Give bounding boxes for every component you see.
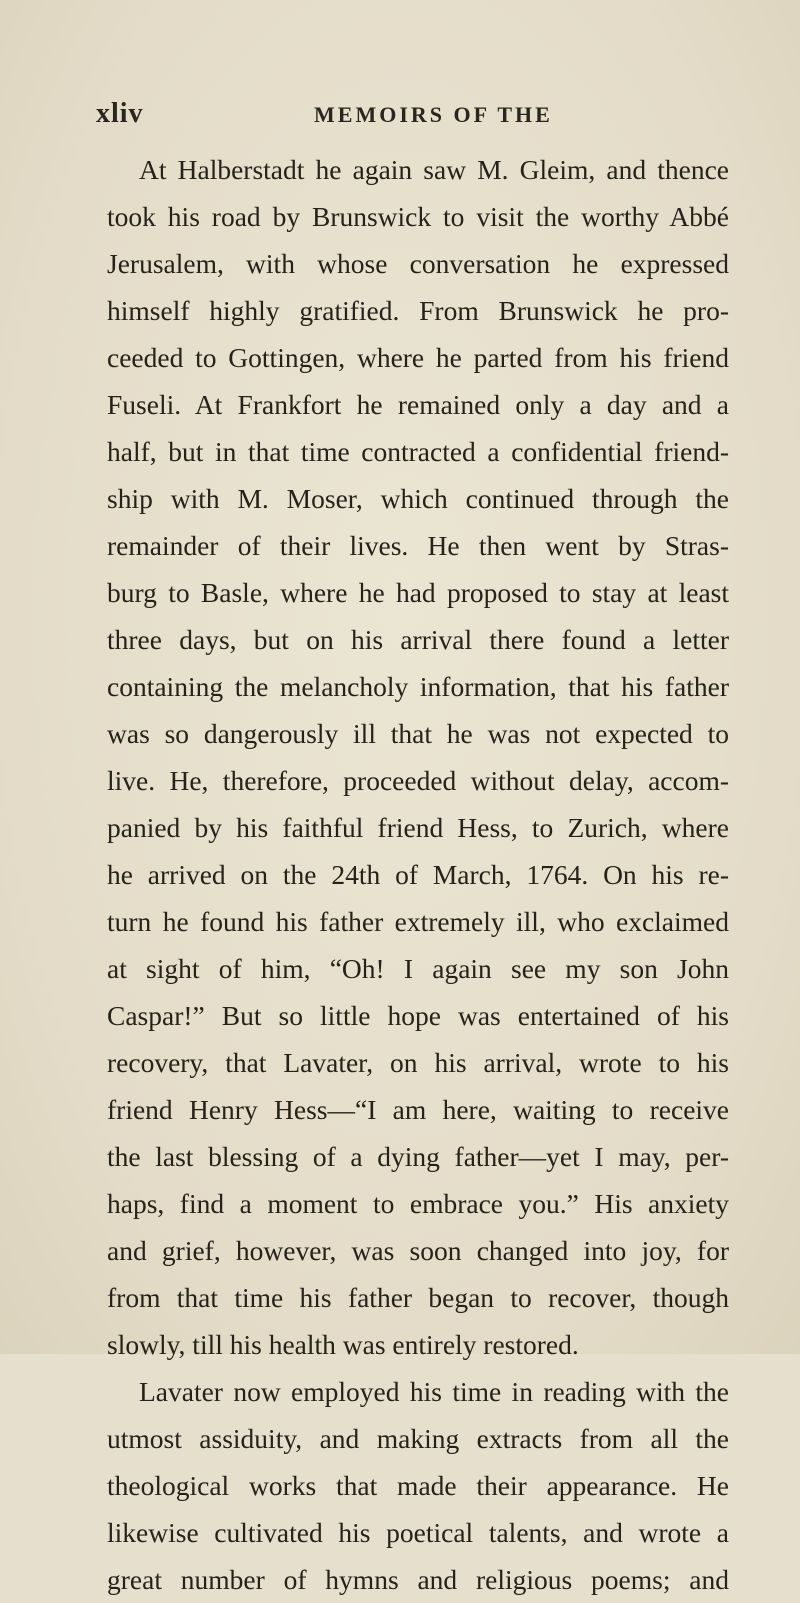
text-line: three days, but on his arrival there found a letter: [107, 624, 729, 655]
page-header: [96, 98, 736, 138]
text-line: from that time his father began to recover, though: [107, 1282, 729, 1313]
text-line: burg to Basle, where he had proposed to stay at least: [107, 577, 729, 608]
paragraph-1: [107, 146, 729, 1368]
paragraph-2: [107, 1368, 729, 1603]
text-line: Jerusalem, with whose conversation he expressed: [107, 248, 729, 279]
running-title: MEMOIRS OF THE: [314, 102, 553, 127]
text-line: himself highly gratified. From Brunswick he pro-: [107, 295, 729, 326]
text-line: At Halberstadt he again saw M. Gleim, and thence: [139, 154, 729, 185]
text-line: at sight of him, “Oh! I again see my son John: [107, 953, 729, 984]
text-line: remainder of their lives. He then went by Stras-: [107, 530, 729, 561]
text-line: Caspar!” But so little hope was entertained of his: [107, 1000, 729, 1031]
text-line: theological works that made their appearance. He: [107, 1470, 729, 1501]
text-line: Fuseli. At Frankfort he remained only a day and a: [107, 389, 729, 420]
text-line: half, but in that time contracted a confidential friend-: [107, 436, 729, 467]
text-line: containing the melancholy information, that his father: [107, 671, 729, 702]
text-line: he arrived on the 24th of March, 1764. On his re-: [107, 859, 729, 890]
text-line: likewise cultivated his poetical talents, and wrote a: [107, 1517, 729, 1548]
text-line: great number of hymns and religious poems; and: [107, 1564, 729, 1595]
text-line: ceeded to Gottingen, where he parted from his friend: [107, 342, 729, 373]
body-text: [107, 146, 729, 1603]
text-line: took his road by Brunswick to visit the worthy Abbé: [107, 201, 729, 232]
text-line: ship with M. Moser, which continued through the: [107, 483, 729, 514]
text-line: haps, find a moment to embrace you.” His anxiety: [107, 1188, 729, 1219]
text-line: slowly, till his health was entirely restored.: [107, 1329, 579, 1360]
page-number: xliv: [96, 98, 144, 129]
text-line: utmost assiduity, and making extracts from all the: [107, 1423, 729, 1454]
text-line: friend Henry Hess—“I am here, waiting to receive: [107, 1094, 729, 1125]
text-line: the last blessing of a dying father—yet I may, per-: [107, 1141, 729, 1172]
text-line: Lavater now employed his time in reading with the: [139, 1376, 729, 1407]
text-line: and grief, however, was soon changed into joy, for: [107, 1235, 729, 1266]
text-line: turn he found his father extremely ill, who exclaimed: [107, 906, 729, 937]
text-line: live. He, therefore, proceeded without delay, accom-: [107, 765, 729, 796]
text-line: was so dangerously ill that he was not expected to: [107, 718, 729, 749]
text-line: panied by his faithful friend Hess, to Zurich, where: [107, 812, 729, 843]
text-line: recovery, that Lavater, on his arrival, wrote to his: [107, 1047, 729, 1078]
